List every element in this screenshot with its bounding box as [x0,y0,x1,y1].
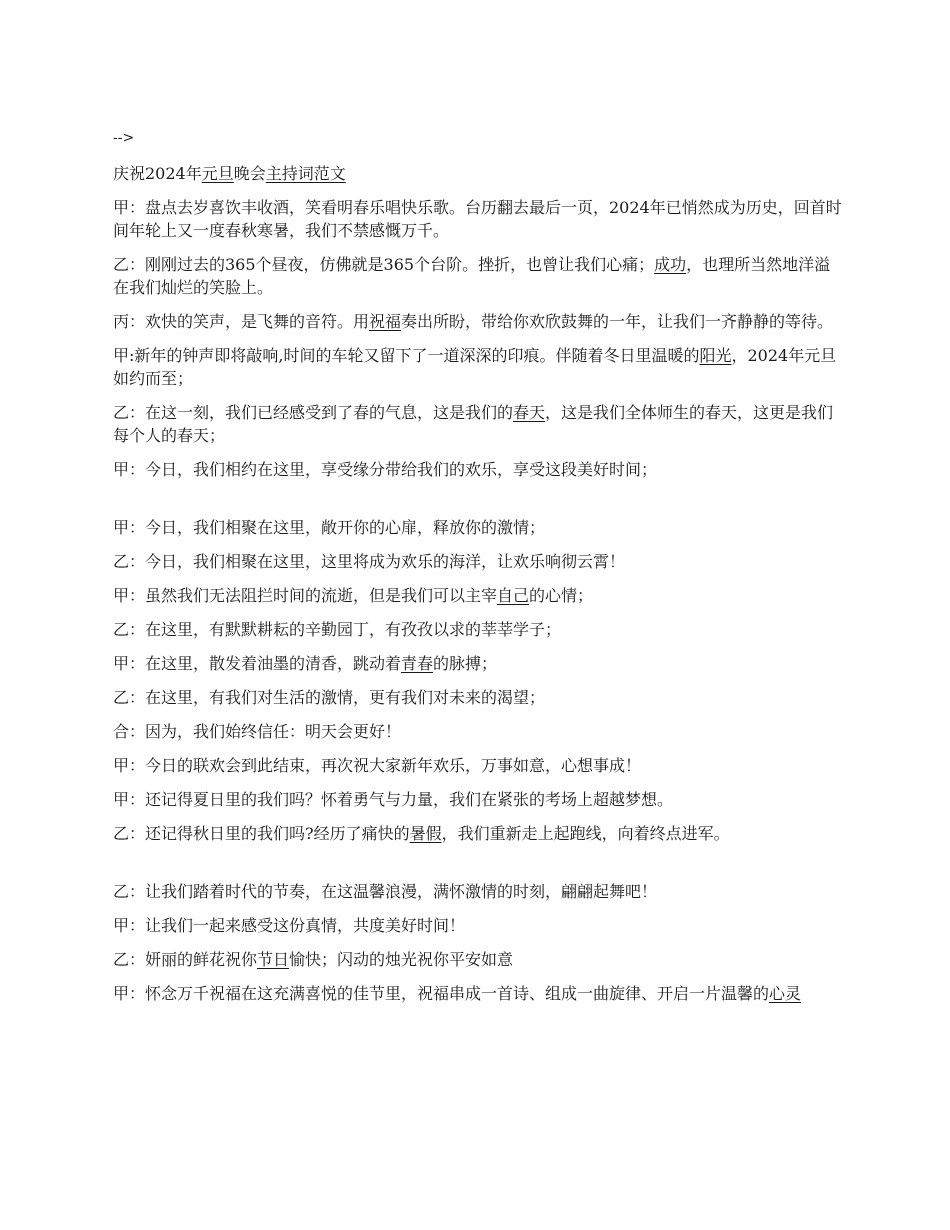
keyword-link[interactable]: 心灵 [769,984,802,1003]
keyword-link[interactable]: 节日 [257,950,290,969]
dialogue-line: 乙：今日，我们相聚在这里，这里将成为欢乐的海洋，让欢乐响彻云霄！ [113,552,626,571]
dialogue-line: 乙：让我们踏着时代的节奏，在这温馨浪漫，满怀激情的时刻，翩翩起舞吧！ [113,882,658,901]
dialogue-line: 甲：虽然我们无法阻拦时间的流逝，但是我们可以主宰自己的心情； [113,586,594,605]
keyword-link[interactable]: 自己 [497,586,530,605]
html-comment-residue: --> [113,130,135,146]
dialogue-line: 乙：在这里，有默默耕耘的辛勤园丁，有孜孜以求的莘莘学子； [113,620,562,639]
section-gap [113,856,843,880]
dialogue-line: 甲：怀念万千祝福在这充满喜悦的佳节里，祝福串成一首诗、组成一曲旋律、开启一片温馨的心灵 [113,984,802,1003]
dialogue-line: 乙：在这一刻，我们已经感受到了春的气息，这是我们的春天，这是我们全体师生的春天，这更是我们每个人的春天； [113,403,834,445]
dialogue-line: 乙：妍丽的鲜花祝你节日愉快；闪动的烛光祝你平安如意 [113,950,514,969]
dialogue-line: 丙：欢快的笑声，是飞舞的音符。用祝福奏出所盼，带给你欢欣鼓舞的一年，让我们一齐静静的等待。 [113,312,834,331]
dialogue-line: 甲：今日，我们相聚在这里，敞开你的心扉，释放你的激情； [113,518,546,537]
dialogue-line: 甲：今日，我们相约在这里，享受缘分带给我们的欢乐，享受这段美好时间； [113,460,658,479]
keyword-link[interactable]: 阳光 [699,346,732,365]
document-body [113,162,843,1016]
title-link-host-speech[interactable]: 主持词范文 [265,164,346,183]
dialogue-line: 甲：盘点去岁喜饮丰收酒，笑看明春乐唱快乐歌。台历翻去最后一页，2024年已悄然成为历史，回首时间年轮上又一度春秋寒暑，我们不禁感慨万千。 [113,198,842,240]
dialogue-line: 甲:新年的钟声即将敲响,时间的车轮又留下了一道深深的印痕。伴随着冬日里温暖的阳光，2024年元旦如约而至； [113,346,837,388]
keyword-link[interactable]: 春天 [513,403,546,422]
dialogue-line: 甲：在这里，散发着油墨的清香，跳动着青春的脉搏； [113,654,498,673]
keyword-link[interactable]: 成功 [654,255,687,274]
dialogue-line: 合：因为，我们始终信任：明天会更好！ [113,722,402,741]
keyword-link[interactable]: 祝福 [369,312,402,331]
dialogue-line: 甲：还记得夏日里的我们吗？怀着勇气与力量，我们在紧张的考场上超越梦想。 [113,790,674,809]
dialogue-line: 乙：在这里，有我们对生活的激情，更有我们对未来的渴望； [113,688,546,707]
document-title: 庆祝2024年元旦晚会主持词范文 [113,164,346,183]
dialogue-line: 甲：今日的联欢会到此结束，再次祝大家新年欢乐，万事如意，心想事成！ [113,756,642,775]
title-link-yuandan[interactable]: 元旦 [201,164,234,183]
keyword-link[interactable]: 青春 [401,654,434,673]
dialogue-line: 乙：刚刚过去的365个昼夜，仿佛就是365个台阶。挫折，也曾让我们心痛；成功，也理所当然地洋溢在我们灿烂的笑脸上。 [113,255,831,297]
keyword-link[interactable]: 暑假 [409,824,442,843]
dialogue-line: 乙：还记得秋日里的我们吗?经历了痛快的暑假，我们重新走上起跑线，向着终点进军。 [113,824,730,843]
dialogue-line: 甲：让我们一起来感受这份真情，共度美好时间！ [113,916,466,935]
section-gap [113,492,843,516]
